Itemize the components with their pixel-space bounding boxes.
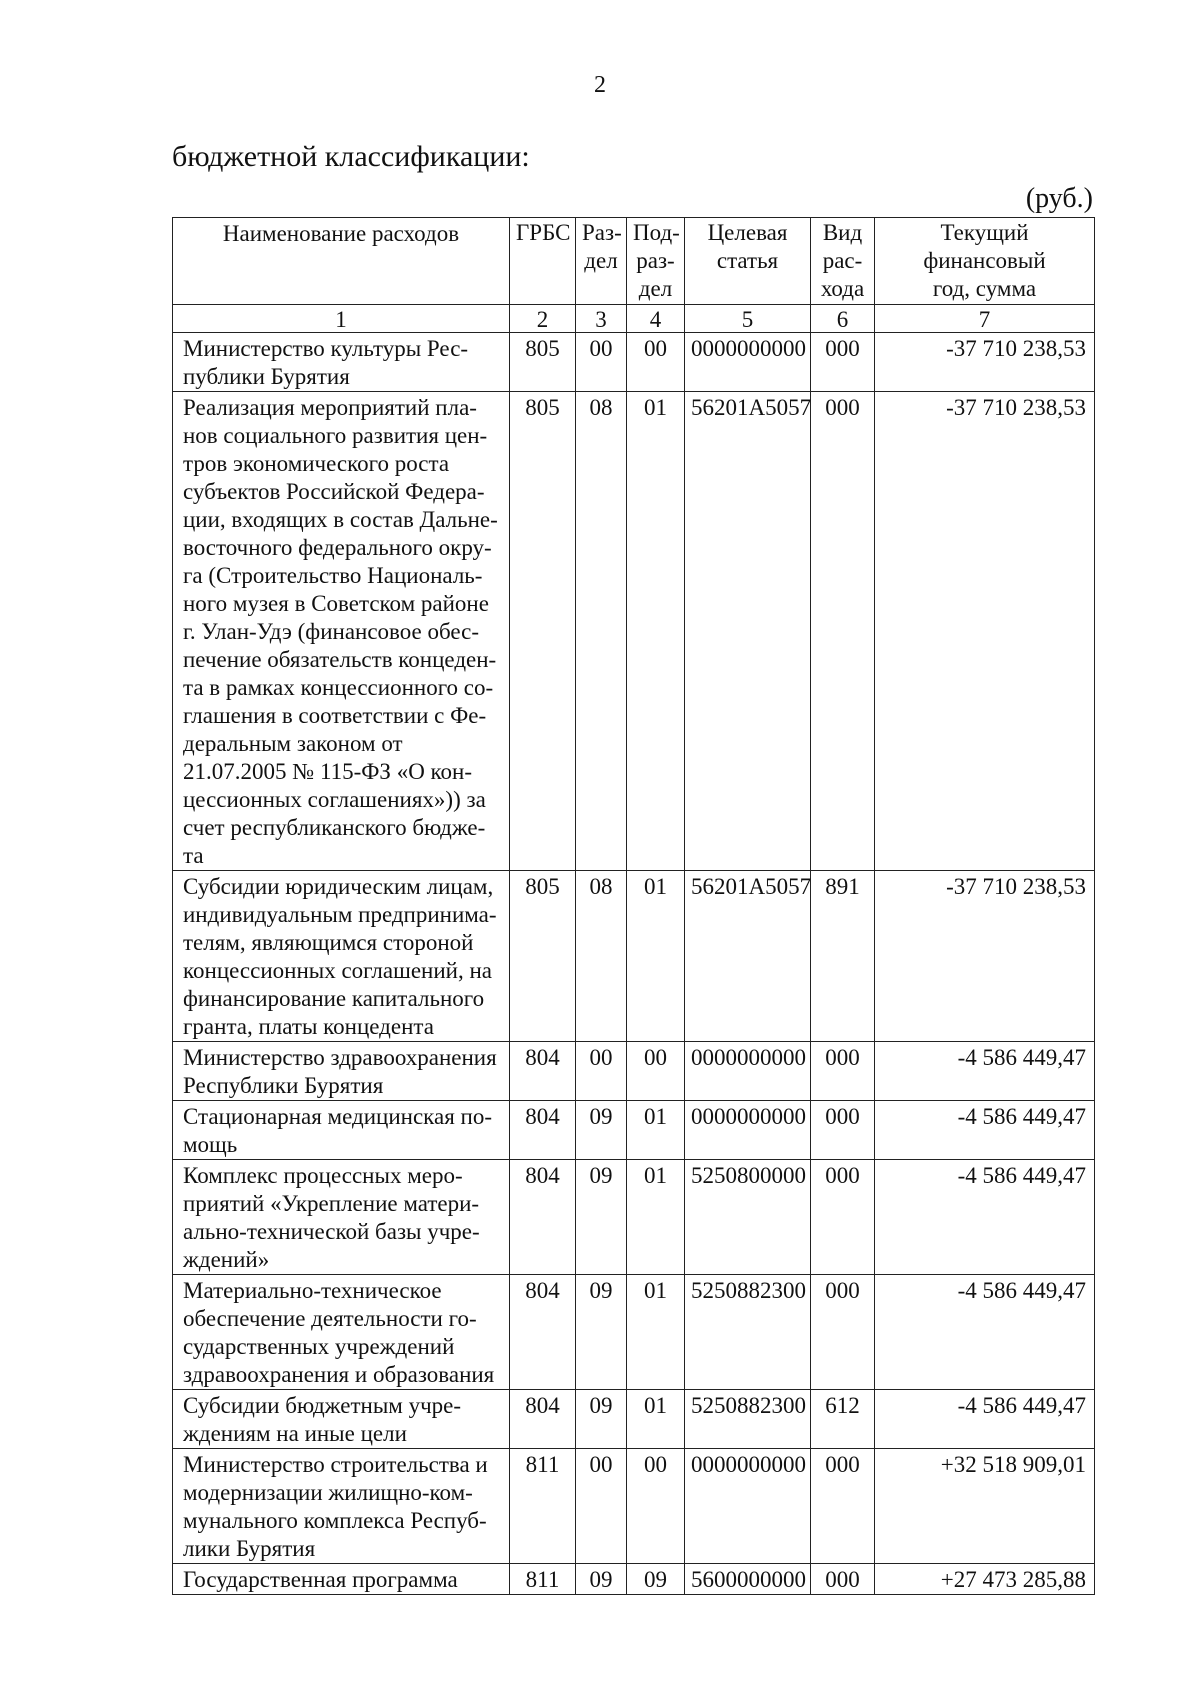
table-row — [173, 1160, 1095, 1275]
expense-type-cell: 000 — [811, 1275, 875, 1390]
expense-name-cell: Комплекс процессных меро- приятий «Укрепление матери- ально-технической базы учре- ждений» — [173, 1160, 510, 1275]
podrazdel-cell: 09 — [627, 1564, 685, 1595]
table-header — [173, 218, 1095, 333]
header-row — [173, 218, 1095, 305]
target-article-cell: 0000000000 — [685, 1449, 811, 1564]
target-article-cell: 56201А5057 — [685, 871, 811, 1042]
expense-name-cell: Министерство строительства и модернизации жилищно-ком- мунального комплекса Респуб- лики Бурятия — [173, 1449, 510, 1564]
target-article-cell: 0000000000 — [685, 1042, 811, 1101]
column-number: 6 — [811, 305, 875, 333]
amount-cell: -37 710 238,53 — [875, 333, 1095, 392]
expense-type-cell: 000 — [811, 1042, 875, 1101]
table-row — [173, 1390, 1095, 1449]
expense-type-cell: 000 — [811, 333, 875, 392]
razdel-cell: 09 — [576, 1390, 627, 1449]
podrazdel-cell: 00 — [627, 333, 685, 392]
amount-cell: +27 473 285,88 — [875, 1564, 1095, 1595]
table-row — [173, 1275, 1095, 1390]
grbs-cell: 805 — [510, 392, 576, 871]
expense-type-cell: 000 — [811, 1564, 875, 1595]
expense-type-cell: 891 — [811, 871, 875, 1042]
target-article-cell: 56201А5057 — [685, 392, 811, 871]
header-statya — [685, 218, 811, 305]
column-number: 5 — [685, 305, 811, 333]
expense-name-cell: Министерство культуры Рес- публики Бурятия — [173, 333, 510, 392]
target-article-cell: 5250800000 — [685, 1160, 811, 1275]
razdel-cell: 09 — [576, 1275, 627, 1390]
target-article-cell: 0000000000 — [685, 333, 811, 392]
header-name — [173, 218, 510, 305]
grbs-cell: 804 — [510, 1275, 576, 1390]
podrazdel-cell: 01 — [627, 392, 685, 871]
header-amount — [875, 218, 1095, 305]
header-grbs — [510, 218, 576, 305]
header-razdel — [576, 218, 627, 305]
header-label: Целевая статья — [707, 220, 788, 273]
grbs-cell: 804 — [510, 1390, 576, 1449]
razdel-cell: 09 — [576, 1101, 627, 1160]
razdel-cell: 08 — [576, 392, 627, 871]
amount-cell: -37 710 238,53 — [875, 871, 1095, 1042]
header-vid — [811, 218, 875, 305]
column-number: 4 — [627, 305, 685, 333]
amount-cell: -4 586 449,47 — [875, 1042, 1095, 1101]
grbs-cell: 805 — [510, 871, 576, 1042]
target-article-cell: 5600000000 — [685, 1564, 811, 1595]
razdel-cell: 00 — [576, 1042, 627, 1101]
podrazdel-cell: 01 — [627, 871, 685, 1042]
razdel-cell: 00 — [576, 1449, 627, 1564]
grbs-cell: 805 — [510, 333, 576, 392]
expense-name-cell: Министерство здравоохранения Республики Бурятия — [173, 1042, 510, 1101]
page-number: 2 — [594, 72, 606, 98]
podrazdel-cell: 01 — [627, 1101, 685, 1160]
column-number: 3 — [576, 305, 627, 333]
podrazdel-cell: 00 — [627, 1042, 685, 1101]
header-label: Раз- дел — [582, 220, 622, 273]
expense-name-cell: Государственная программа — [173, 1564, 510, 1595]
amount-cell: -37 710 238,53 — [875, 392, 1095, 871]
target-article-cell: 5250882300 — [685, 1390, 811, 1449]
budget-table — [172, 217, 1095, 1595]
header-label: Под- раз- дел — [633, 220, 680, 301]
column-number: 1 — [173, 305, 510, 333]
expense-name-cell: Реализация мероприятий пла- нов социального развития цен- тров экономического роста субъектов Российской Федера- ции, входящих в состав Дальне- восточного федерального окру- га (Строительство Националь- ного музея в Советском районе г. Улан-Удэ (финансовое обес- печение обязательств концеден- та в рамках концессионного со- глашения в соответствии с Фе- деральным законом от 21.07.2005 № 115-ФЗ «О кон- цессионных соглашениях»)) за счет республиканского бюдже- та — [173, 392, 510, 871]
expense-type-cell: 000 — [811, 1449, 875, 1564]
table-row — [173, 392, 1095, 871]
heading-text: бюджетной классификации: — [172, 140, 530, 173]
expense-name-cell: Материально-техническое обеспечение деятельности го- сударственных учреждений здравоохранения и образования — [173, 1275, 510, 1390]
header-label: Вид рас- хода — [820, 220, 865, 301]
razdel-cell: 09 — [576, 1160, 627, 1275]
expense-type-cell: 612 — [811, 1390, 875, 1449]
table-body — [173, 333, 1095, 1595]
amount-cell: +32 518 909,01 — [875, 1449, 1095, 1564]
expense-type-cell: 000 — [811, 392, 875, 871]
table-row — [173, 1449, 1095, 1564]
grbs-cell: 811 — [510, 1564, 576, 1595]
header-podrazdel — [627, 218, 685, 305]
grbs-cell: 811 — [510, 1449, 576, 1564]
column-number: 7 — [875, 305, 1095, 333]
expense-type-cell: 000 — [811, 1160, 875, 1275]
column-number: 2 — [510, 305, 576, 333]
razdel-cell: 00 — [576, 333, 627, 392]
table-row — [173, 871, 1095, 1042]
grbs-cell: 804 — [510, 1042, 576, 1101]
amount-cell: -4 586 449,47 — [875, 1275, 1095, 1390]
header-label: Наименование расходов — [222, 221, 460, 246]
amount-cell: -4 586 449,47 — [875, 1160, 1095, 1275]
expense-name-cell: Субсидии юридическим лицам, индивидуальным предпринима- телям, являющимся стороной концессионных соглашений, на финансирование капитального гранта, платы концедента — [173, 871, 510, 1042]
podrazdel-cell: 01 — [627, 1160, 685, 1275]
expense-name-cell: Субсидии бюджетным учре- ждениям на иные цели — [173, 1390, 510, 1449]
amount-cell: -4 586 449,47 — [875, 1101, 1095, 1160]
table-row — [173, 1564, 1095, 1595]
podrazdel-cell: 01 — [627, 1390, 685, 1449]
grbs-cell: 804 — [510, 1101, 576, 1160]
header-label: Текущий финансовый год, сумма — [923, 220, 1046, 301]
target-article-cell: 0000000000 — [685, 1101, 811, 1160]
target-article-cell: 5250882300 — [685, 1275, 811, 1390]
column-number-row — [173, 305, 1095, 333]
grbs-cell: 804 — [510, 1160, 576, 1275]
podrazdel-cell: 00 — [627, 1449, 685, 1564]
header-label: ГРБС — [516, 220, 571, 245]
expense-type-cell: 000 — [811, 1101, 875, 1160]
table-row — [173, 1101, 1095, 1160]
expense-name-cell: Стационарная медицинская по- мощь — [173, 1101, 510, 1160]
razdel-cell: 08 — [576, 871, 627, 1042]
razdel-cell: 09 — [576, 1564, 627, 1595]
unit-label: (руб.) — [1025, 183, 1093, 214]
amount-cell: -4 586 449,47 — [875, 1390, 1095, 1449]
table-row — [173, 333, 1095, 392]
podrazdel-cell: 01 — [627, 1275, 685, 1390]
table-row — [173, 1042, 1095, 1101]
